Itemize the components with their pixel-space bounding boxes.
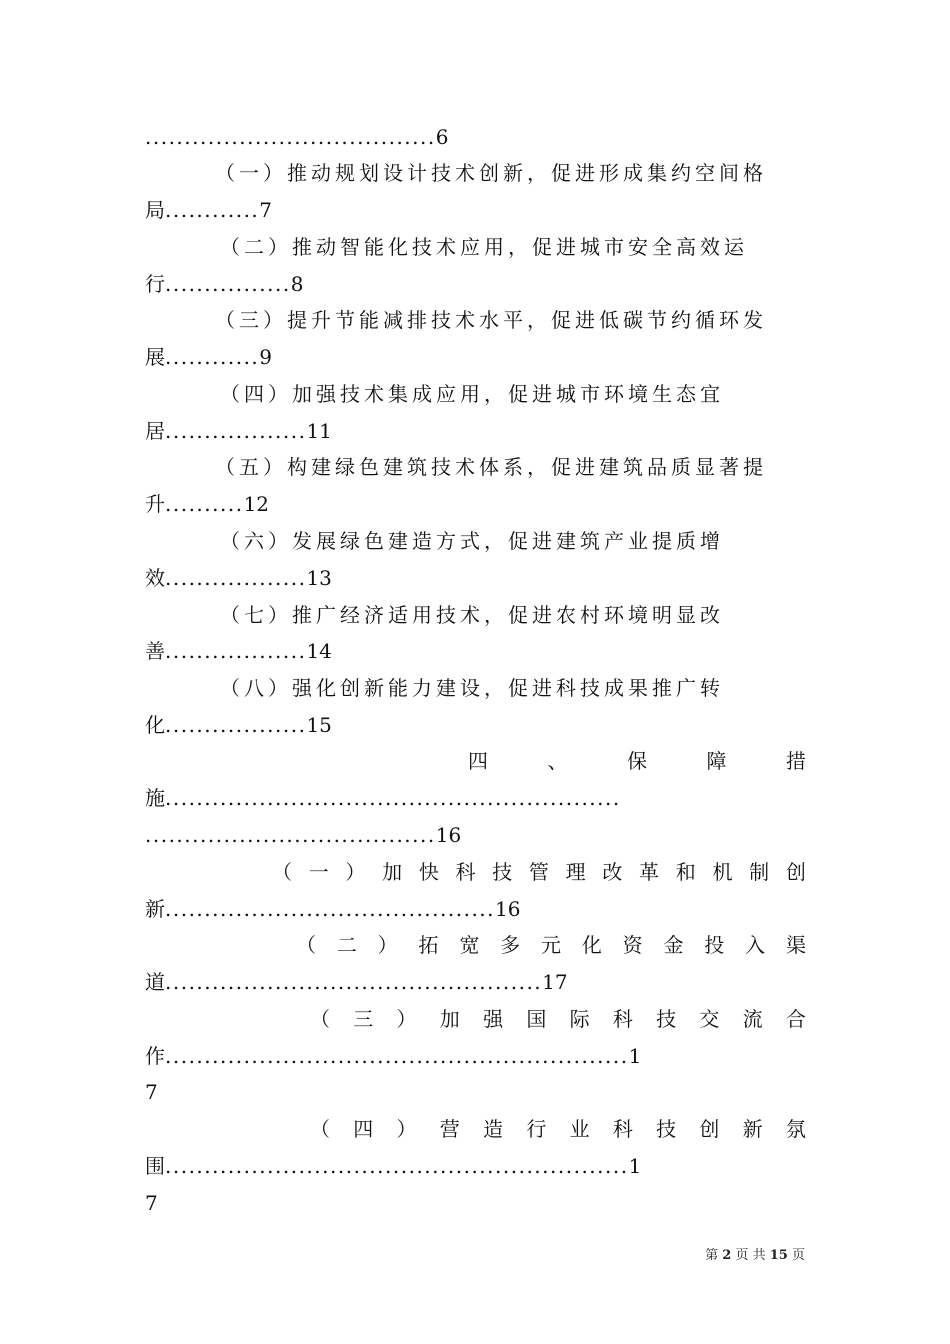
toc-title-char: 际	[569, 1007, 590, 1031]
toc-page-number-wrap: 7	[145, 1191, 158, 1215]
toc-line-continuation	[145, 121, 806, 153]
toc-title-char: 革	[639, 860, 660, 884]
toc-entry-title: （六）发展绿色建造方式，促进建筑产业提质增	[220, 529, 724, 553]
toc-entry-tail	[145, 194, 806, 226]
toc-entry-tail-char: 善	[145, 639, 165, 663]
toc-leader-dots: ..................	[165, 419, 307, 443]
toc-title-char: 制	[749, 860, 770, 884]
footer-suffix: 页	[791, 1248, 805, 1263]
toc-entry-title: （四）加强技术集成应用，促进城市环境生态宜	[220, 382, 724, 406]
toc-heading-char: 措	[786, 749, 806, 773]
toc-title-char: 创	[699, 1117, 720, 1141]
toc-page-number: 16	[495, 897, 521, 921]
toc-entry-tail	[145, 268, 806, 300]
toc-heading-char: 四	[468, 749, 488, 773]
footer-current-page: 2	[722, 1248, 732, 1263]
toc-page-number: 11	[306, 419, 332, 443]
toc-title-char: 技	[656, 1117, 677, 1141]
toc-title-char: 合	[785, 1007, 806, 1031]
toc-entry-tail-char: 道	[145, 970, 165, 994]
toc-section-heading	[468, 745, 806, 777]
toc-title-char: 拓	[418, 933, 439, 957]
toc-title-char: （	[310, 1007, 330, 1031]
toc-page-number: 17	[542, 970, 568, 994]
toc-leader-dots: ..........................................	[165, 897, 496, 921]
toc-title-char: 渠	[785, 933, 806, 957]
toc-title-char: 强	[483, 1007, 504, 1031]
toc-entry-tail-char: 局	[145, 198, 165, 222]
toc-entry-tail-char: 施	[145, 786, 165, 810]
toc-entry-tail-char: 展	[145, 345, 165, 369]
toc-title-char: 多	[500, 933, 521, 957]
toc-entry-title: （七）推广经济适用技术，促进农村环境明显改	[220, 603, 724, 627]
toc-title-char: 元	[540, 933, 561, 957]
toc-entry-tail	[145, 562, 806, 594]
toc-title-char: 入	[745, 933, 766, 957]
toc-title-char: 国	[526, 1007, 547, 1031]
toc-title-char: 金	[663, 933, 684, 957]
toc-entry-tail-char: 围	[145, 1154, 165, 1178]
toc-entry-tail-char: 居	[145, 419, 165, 443]
toc-page-number-wrap: 7	[145, 1080, 158, 1104]
toc-title-char: ）	[396, 1117, 417, 1141]
toc-title-char: 改	[602, 860, 623, 884]
toc-title-char: 和	[675, 860, 696, 884]
toc-title-char: （	[272, 860, 292, 884]
toc-title-char: 氛	[785, 1117, 806, 1141]
toc-title-char: 技	[656, 1007, 677, 1031]
toc-page-number: 12	[243, 492, 270, 516]
toc-entry-tail	[145, 635, 806, 667]
toc-leader-dots: ................................................	[165, 970, 543, 994]
toc-entry-title: （八）强化创新能力建设，促进科技成果推广转	[220, 676, 724, 700]
toc-title-char: 三	[353, 1007, 374, 1031]
toc-title-char: 科	[612, 1007, 633, 1031]
toc-leader-dots: ..........................................................	[165, 786, 621, 810]
toc-title-char: 四	[353, 1117, 374, 1141]
toc-subentry-title	[296, 929, 806, 961]
toc-entry-title: （一）推动规划设计技术创新，促进形成集约空间格	[215, 161, 767, 185]
toc-title-char: 创	[785, 860, 806, 884]
toc-title-char: 营	[439, 1117, 460, 1141]
toc-leader-dots: ..................	[165, 639, 307, 663]
toc-page-number: 8	[290, 272, 304, 296]
toc-leader-dots: .....................................	[145, 125, 436, 149]
toc-entry-tail	[145, 893, 806, 925]
toc-leader-dots: ............	[165, 198, 260, 222]
toc-entry-tail	[145, 709, 806, 741]
toc-title-char: （	[310, 1117, 330, 1141]
toc-page-number: 16	[435, 823, 462, 847]
toc-title-char: 资	[622, 933, 643, 957]
toc-page-number: 14	[306, 639, 332, 663]
toc-title-char: 管	[528, 860, 549, 884]
toc-title-char: 行	[526, 1117, 547, 1141]
toc-page-number: 7	[259, 198, 273, 222]
toc-title-char: 投	[704, 933, 725, 957]
toc-leader-dots: ..................	[165, 713, 307, 737]
toc-heading-char: 障	[706, 749, 727, 773]
toc-title-char: 加	[439, 1007, 460, 1031]
toc-entry-tail-char: 化	[145, 713, 165, 737]
toc-entry-tail	[145, 966, 806, 998]
toc-leader-dots: ...........................................................	[165, 1044, 629, 1068]
toc-title-char: （	[296, 933, 316, 957]
toc-subentry-title	[272, 856, 806, 888]
toc-page-number: 15	[306, 713, 332, 737]
toc-entry-tail	[145, 1150, 806, 1182]
toc-title-char: 二	[336, 933, 357, 957]
toc-title-char: 技	[492, 860, 513, 884]
toc-entry-tail-char: 升	[145, 492, 165, 516]
toc-title-char: 宽	[459, 933, 480, 957]
toc-heading-char: 、	[547, 749, 568, 773]
toc-title-char: 快	[418, 860, 439, 884]
toc-leader-dots: .....................................	[145, 823, 436, 847]
toc-leader-dots: ................	[165, 272, 291, 296]
toc-leader-dots: ..........	[165, 492, 244, 516]
toc-title-char: ）	[377, 933, 398, 957]
toc-leader-dots: ..................	[165, 566, 307, 590]
toc-entry-tail	[145, 1040, 806, 1072]
toc-page-number: 9	[259, 345, 273, 369]
toc-title-char: 交	[699, 1007, 720, 1031]
toc-title-char: ）	[396, 1007, 417, 1031]
toc-title-char: 业	[569, 1117, 590, 1141]
toc-title-char: 科	[612, 1117, 633, 1141]
toc-title-char: 流	[742, 1007, 763, 1031]
toc-title-char: 理	[565, 860, 586, 884]
footer-total-pages: 15	[769, 1248, 788, 1263]
toc-entry-tail	[145, 488, 806, 520]
toc-title-char: 化	[581, 933, 602, 957]
toc-entry-tail	[145, 341, 806, 373]
toc-page-number: 13	[306, 566, 332, 590]
toc-page-number: 1	[628, 1154, 642, 1178]
toc-title-char: 新	[742, 1117, 763, 1141]
toc-title-char: 一	[308, 860, 329, 884]
page-footer	[705, 1247, 805, 1265]
toc-entry-tail-continued	[145, 819, 806, 851]
toc-entry-tail-char: 新	[145, 897, 165, 921]
toc-page-number: 1	[628, 1044, 642, 1068]
toc-entry-title: （二）推动智能化技术应用，促进城市安全高效运	[220, 235, 748, 259]
footer-middle: 页 共	[735, 1248, 766, 1263]
toc-entry-tail-char: 效	[145, 566, 165, 590]
footer-prefix: 第	[705, 1248, 719, 1263]
toc-entry-tail-char: 行	[145, 272, 165, 296]
toc-title-char: 加	[382, 860, 403, 884]
toc-heading-char: 保	[627, 749, 647, 773]
toc-subentry-title	[310, 1113, 806, 1145]
toc-page-number: 6	[435, 125, 449, 149]
toc-subentry-title	[310, 1003, 806, 1035]
toc-entry-tail	[145, 415, 806, 447]
toc-title-char: 科	[455, 860, 476, 884]
toc-entry-title: （五）构建绿色建筑技术体系，促进建筑品质显著提	[215, 455, 767, 479]
toc-leader-dots: ...........................................................	[165, 1154, 629, 1178]
toc-entry-tail-char: 作	[145, 1044, 165, 1068]
toc-entry-tail	[145, 782, 806, 814]
toc-leader-dots: ............	[165, 345, 260, 369]
toc-entry-title: （三）提升节能减排技术水平，促进低碳节约循环发	[215, 308, 767, 332]
toc-title-char: 机	[712, 860, 733, 884]
toc-title-char: 造	[483, 1117, 504, 1141]
toc-title-char: ）	[345, 860, 366, 884]
